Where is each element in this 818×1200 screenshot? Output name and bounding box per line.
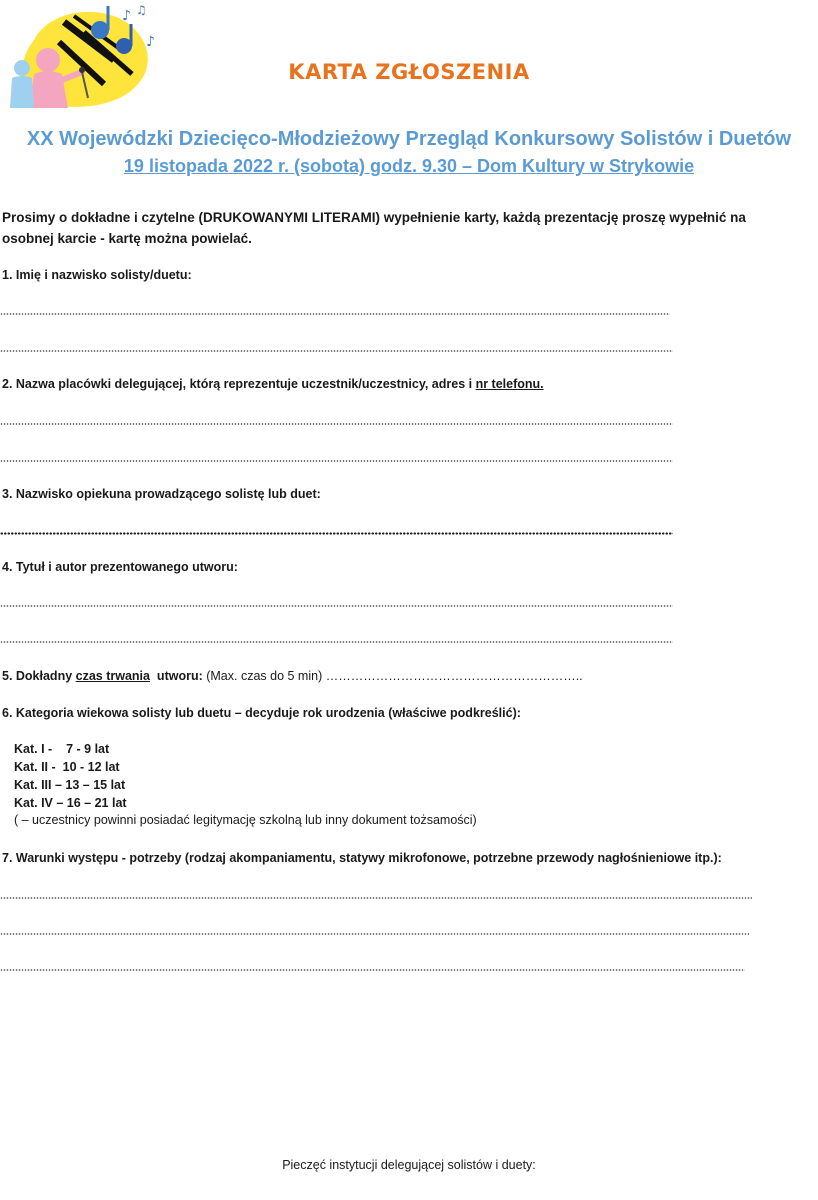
age-category-1[interactable]: Kat. I - 7 - 9 lat [14, 742, 110, 756]
answer-line-2b[interactable] [0, 460, 673, 462]
age-category-4[interactable]: Kat. IV – 16 – 21 lat [14, 796, 127, 810]
question-5-prefix: 5. Dokładny [2, 669, 76, 683]
svg-text:♪: ♪ [122, 8, 131, 24]
answer-line-3[interactable] [0, 532, 673, 535]
question-2-label [2, 377, 544, 391]
event-date-location: 19 listopada 2022 r. (sobota) godz. 9.30 – Dom Kultury w Strykowie [123, 156, 695, 176]
question-1-label: 1. Imię i nazwisko solisty/duetu: [2, 268, 192, 282]
answer-line-4a[interactable] [0, 605, 673, 607]
question-5-underlined: czas trwania [75, 669, 150, 683]
question-5-label [2, 669, 583, 683]
intro-instructions: Prosimy o dokładne i czytelne (DRUKOWANYMI LITERAMI) wypełnienie karty, każdą prezentację proszę wypełnić na osobnej karcie - kartę można powielać. [2, 210, 746, 246]
question-7-label: 7. Warunki występu - potrzeby (rodzaj akompaniamentu, statywy mikrofonowe, potrzebne przewody nagłośnieniowe itp.): [2, 851, 722, 865]
answer-line-7c[interactable] [0, 969, 745, 971]
question-5-duration-field[interactable]: (Max. czas do 5 min) …………………………………………………….. [206, 669, 583, 683]
question-2-text: 2. Nazwa placówki delegującej, którą reprezentuje uczestnik/uczestnicy, adres i [2, 377, 476, 391]
answer-line-7a[interactable] [0, 897, 752, 899]
question-3-label: 3. Nazwisko opiekuna prowadzącego solistę lub duet: [2, 487, 321, 501]
page-title: KARTA ZGŁOSZENIA [288, 60, 530, 84]
question-4-label: 4. Tytuł i autor prezentowanego utworu: [2, 560, 238, 574]
svg-text:♫: ♫ [136, 3, 147, 17]
event-title: XX Wojewódzki Dziecięco-Młodzieżowy Przegląd Konkursowy Solistów i Duetów [26, 128, 792, 150]
answer-line-1a[interactable] [0, 313, 670, 315]
stamp-label: Pieczęć instytucji delegującej solistów i duety: [282, 1158, 536, 1172]
answer-line-4b[interactable] [0, 641, 673, 643]
age-category-2[interactable]: Kat. II - 10 - 12 lat [14, 760, 120, 774]
question-5-mid: utworu: [149, 669, 207, 683]
answer-line-1b[interactable] [0, 350, 673, 352]
answer-line-2a[interactable] [0, 423, 673, 425]
age-category-note: ( – uczestnicy powinni posiadać legitymację szkolną lub inny dokument tożsamości) [14, 813, 477, 827]
question-2-underlined: nr telefonu. [475, 377, 544, 391]
question-6-label: 6. Kategoria wiekowa solisty lub duetu – decyduje rok urodzenia (właściwe podkreślić): [2, 706, 521, 720]
svg-text:♪: ♪ [146, 34, 155, 50]
age-category-3[interactable]: Kat. III – 13 – 15 lat [14, 778, 126, 792]
answer-line-7b[interactable] [0, 933, 749, 935]
